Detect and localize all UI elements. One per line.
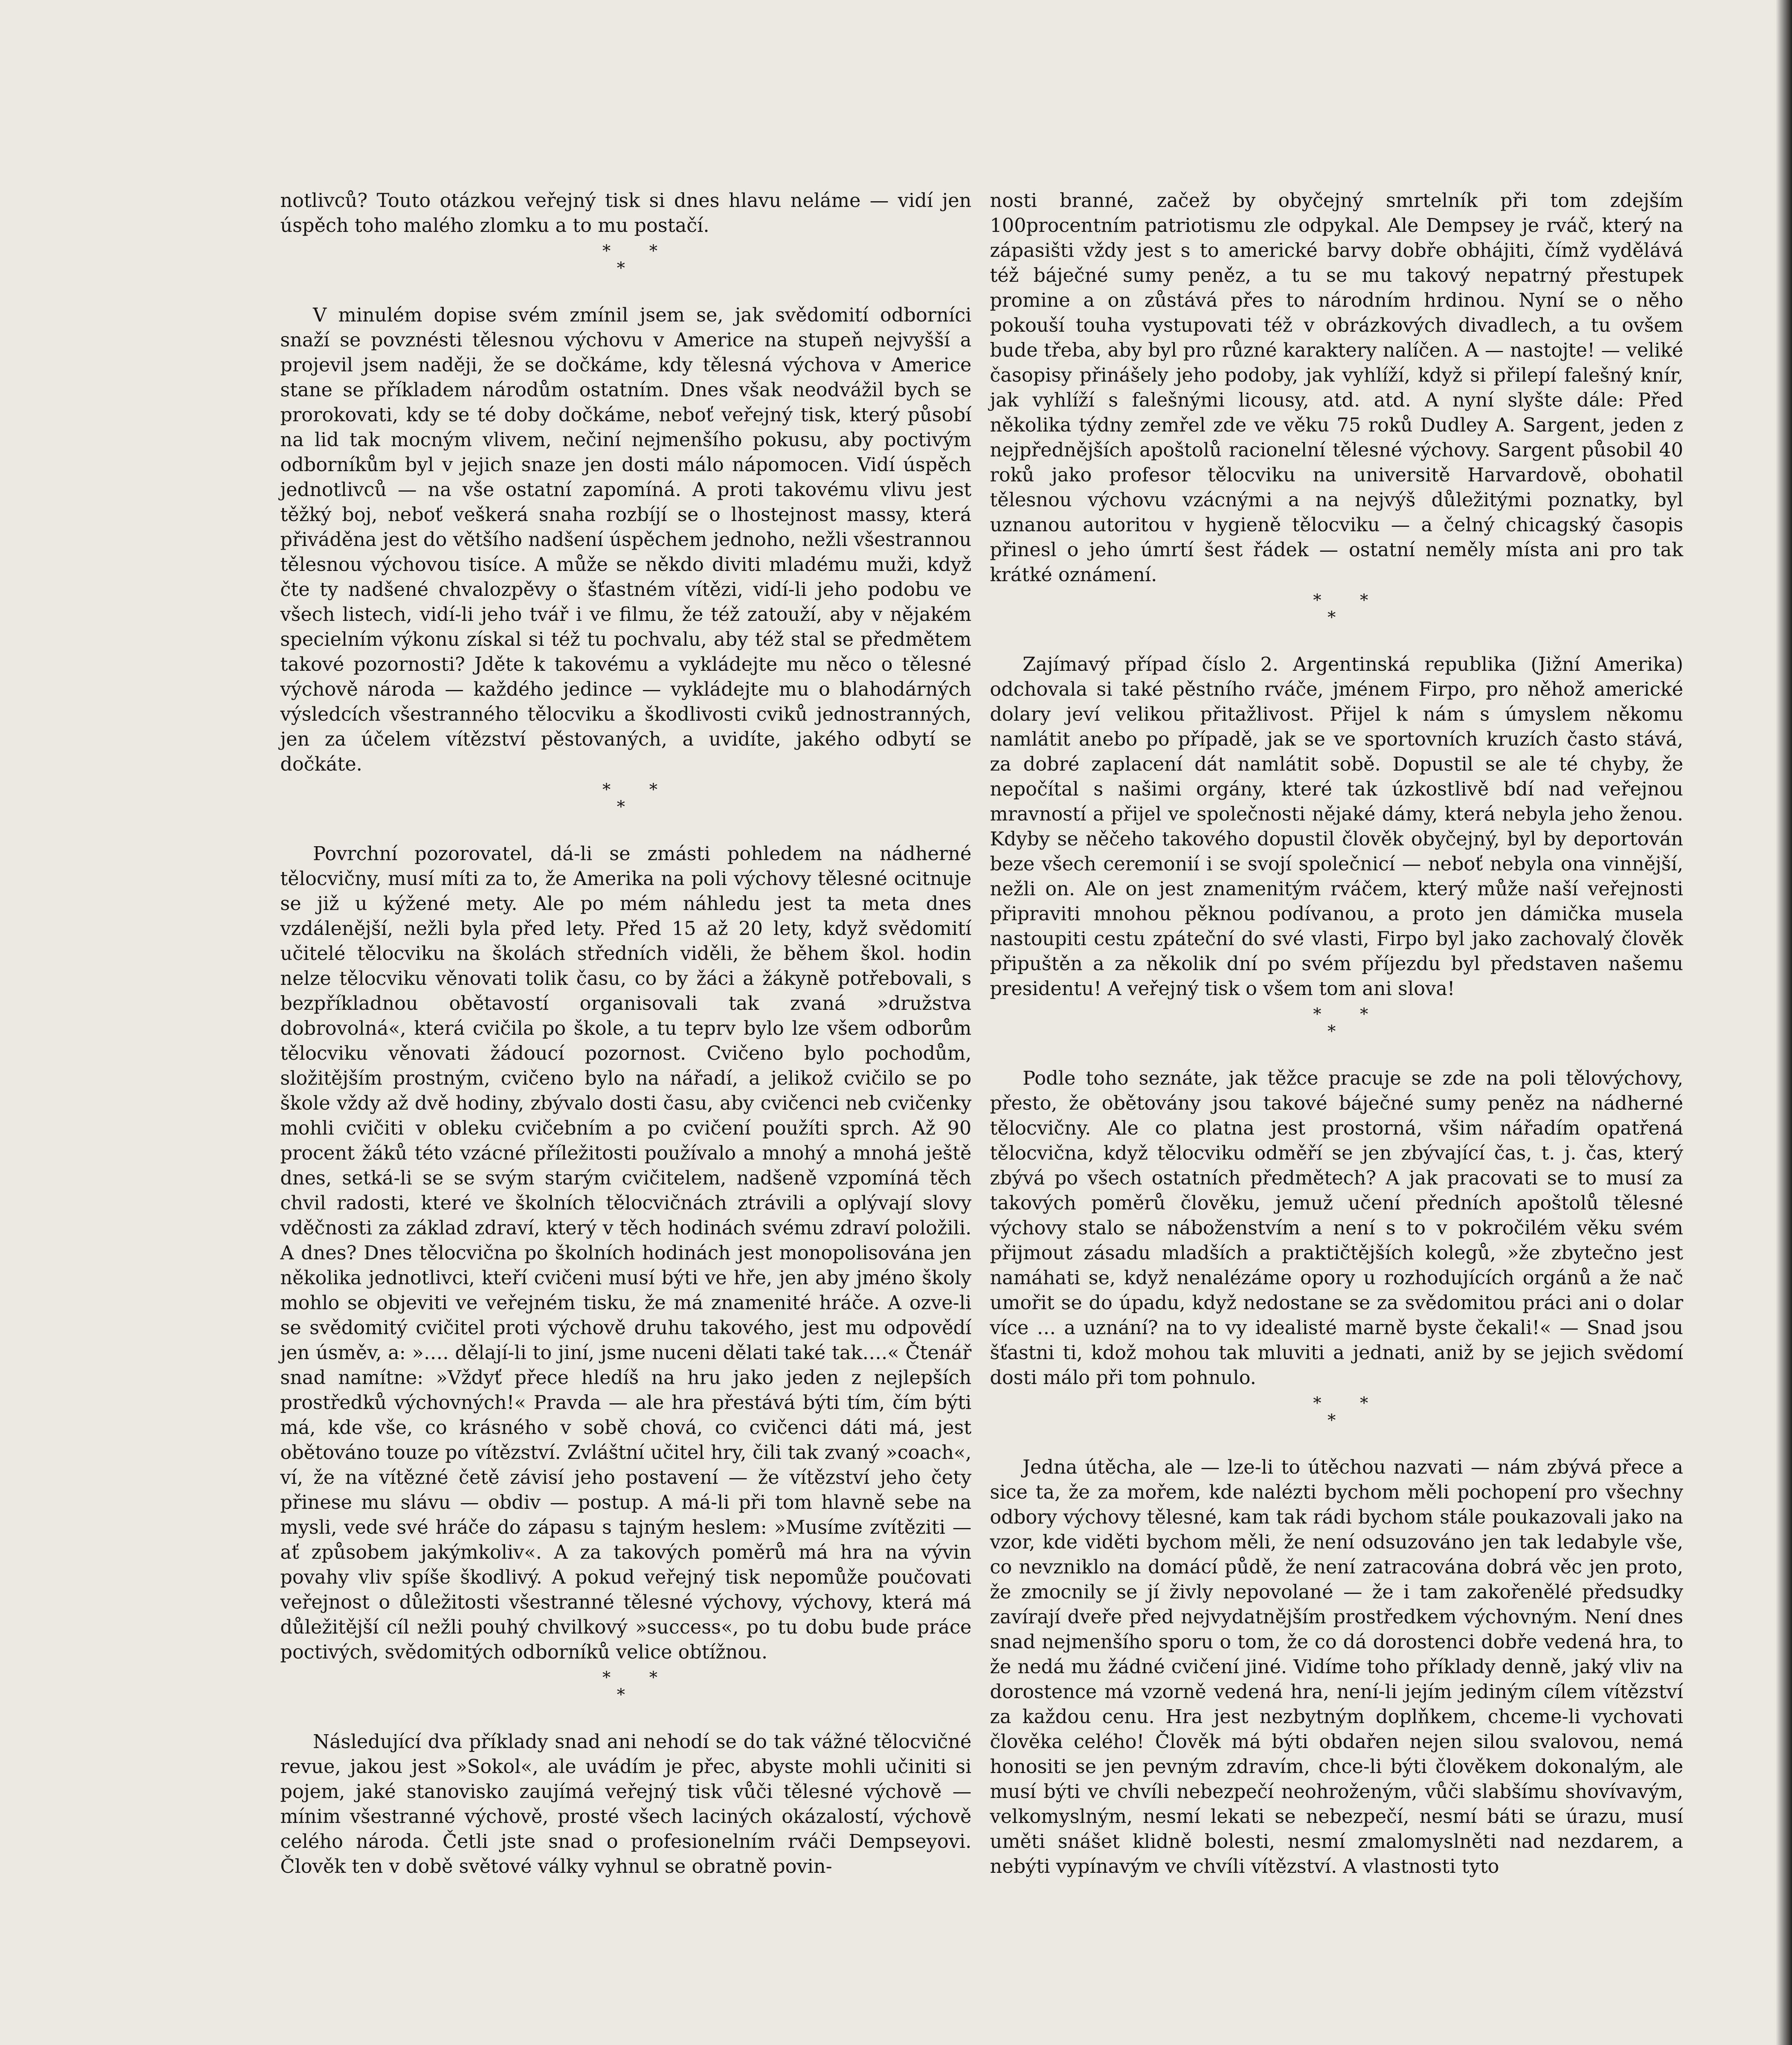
- section-separator: [990, 1394, 1683, 1434]
- section-separator: [280, 1669, 971, 1708]
- section-separator: [990, 591, 1683, 631]
- separator-star: *: [602, 1668, 621, 1687]
- separator-star: *: [1327, 1022, 1346, 1041]
- left-paragraph-4: Následující dva příklady snad ani nehodí se do tak vážné tělocvičné revue, jakou jest »Sokol«, ale uvádím je přec, abyste mohli učiniti si pojem, jaké stanovisko zaujímá veřejný tisk vůči tělesné výchově — mínim všestranné výchově, prosté všech laciných okázalostí, výchově celého národa. Četli jste snad o profesionelním rváči Dempseyovi. Člověk ten v době světové války vyhnul se obratně povin-: [280, 1730, 971, 1877]
- separator-star: *: [649, 1668, 668, 1687]
- separator-star: *: [1360, 1005, 1378, 1024]
- left-paragraph-2: V minulém dopise svém zmínil jsem se, jak svědomití odborníci snaží se povznésti tělesnou výchovu v Americe na stupeň nejvyšší a projevil jsem naději, že se dočkáme, kdy tělesná výchova v Americe stane se příkladem národům ostatním. Dnes však neodvážil bych se prorokovati, kdy se té doby dočkáme, neboť veřejný tisk, který působí na lid tak mocným vlivem, nečiní nejmenšího pokusu, aby poctivým odborníkům byl v jejich snaze jen dosti málo nápomocen. Vidí úspěch jednotlivců — na vše ostatní zapomíná. A proti takovému vlivu jest těžký boj, neboť veškerá snaha rozbíjí se o lhostejnost massy, která přiváděna jest do většího nadšení úspěchem jednoho, nežli všestrannou tělesnou výchovou tisíce. A může se někdo diviti mladému muži, když čte ty nadšené chvalozpěvy o šťastném vítězi, vidí-li jeho podobu ve všech listech, vidí-li jeho tvář i ve filmu, že též zatouží, aby v nějakém specielním výkonu získal si též tu pochvalu, aby též stal se předmětem takové pozornosti? Jděte k takovému a vykládejte mu něco o tělesné výchově národa — každého jedince — vykládejte mu o blahodárných výsledcích všestranného tělocviku a škodlivosti cviků jednostranných, jen za účelem vítězství pěstovaných, a uvidíte, jakého odbytí se dočkáte.: [280, 304, 971, 775]
- separator-star: *: [602, 242, 621, 261]
- right-paragraph-3: Podle toho seznáte, jak těžce pracuje se zde na poli tělovýchovy, přesto, že obětovány jsou takové báječné sumy peněz na nádherné tělocvičny. Ale co platna jest prostorná, všim nářadím opatřená tělocvična, když tělocviku odměří se jen zbývající čas, t. j. čas, který zbývá po všech ostatních předmětech? A jak pracovati se to musí za takových poměrů člověku, jemuž učení předních apoštolů tělesné výchovy stalo se náboženstvím a není s to v pokročilém věku svém přijmout zásadu mladších a praktičtějších kolegů, »že zbytečno jest namáhati se, když nenalézáme opory u rozhodujících orgánů a že nač umořit se do úpadu, když nedostane se za svědomitou práci ani o dolar více … a uznání? na to vy idealisté marně byste čekali!« — Snad jsou šťastni ti, kdož mohou tak mluviti a jednati, aniž by se jejich svědomí dosti málo při tom pohnulo.: [990, 1067, 1683, 1389]
- right-paragraph-4: Jedna útěcha, ale — lze-li to útěchou nazvati — nám zbývá přece a sice ta, že za mořem, kde nalézti bychom měli pochopení pro všechny odbory výchovy tělesné, kam tak rádi bychom stále poukazovali jako na vzor, kde viděti bychom měli, že není odsuzováno jen tak ledabyle vše, co nevzniklo na domácí půdě, že není zatracována dobrá věc jen proto, že zmocnily se jí živly nepovolané — že i tam zakořenělé předsudky zavírají dveře před nejvydatnějším prostředkem výchovným. Není dnes snad nejmenšího sporu o tom, že co dá dorostenci dobře vedená hra, to že nedá mu žádné cvičení jiné. Vidíme toho příklady denně, jaký vliv na dorostence má vzorně vedená hra, není-li jejím jediným cílem vítězství za každou cenu. Hra jest nezbytným doplňkem, chceme-li vychovati člověka celého! Člověk má býti obdařen nejen silou svalovou, nemá honositi se jen pevným zdravím, chce-li býti člověkem dokonalým, ale musí býti ve chvíli nebezpečí neohroženým, vůči slabšímu shovívavým, velkomyslným, nesmí lekati se nebezpečí, nesmí báti se úrazu, musí uměti snášet klidně bolesti, nesmí zmalomyslněti nad nezdarem, a nebýti vypínavým ve chvíli vítězství. A vlastnosti tyto: [990, 1456, 1683, 1877]
- scan-edge-right: [1776, 0, 1792, 2045]
- section-separator: [280, 781, 971, 820]
- left-paragraph-3: Povrchní pozorovatel, dá-li se zmásti pohledem na nádherné tělocvičny, musí míti za to, že Amerika na poli výchovy tělesné ocitnuje se již u kýžené mety. Ale po mém náhledu jest ta meta dnes vzdálenější, nežli byla před lety. Před 15 až 20 lety, když svědomití učitelé tělocviku na školách středních viděli, že během škol. hodin nelze tělocviku věnovati tolik času, co by žáci a žákyně potřebovali, s bezpříkladnou obětavostí organisovali tak zvaná »družstva dobrovolná«, která cvičila po škole, a tu teprv bylo lze všem odborům tělocviku věnovati žádoucí pozornost. Cvičeno bylo pochodům, složitějším prostným, cvičeno bylo na nářadí, a jelikož cvičilo se po škole vždy až dvě hodiny, zbývalo dosti času, aby cvičenci neb cvičenky mohli cvičiti v obleku cvičebním a po cvičení použíti sprch. Až 90 procent žáků této vzácné příležitosti používalo a mnohý a mnohá ještě dnes, setká-li se se svým starým cvičitelem, nadšeně vzpomíná těch chvil radosti, které ve školních tělocvičnách ztrávili a oplývají slovy vděčnosti za základ zdraví, který v těch hodinách svému zdraví položili. A dnes? Dnes tělocvična po školních hodinách jest monopolisována jen několika jednotlivci, kteří cvičeni musí býti ve hře, jen aby jméno školy mohlo se objeviti ve veřejném tisku, že má znamenité hráče. A ozve-li se svědomitý cvičitel proti výchově druhu takového, jest mu odpovědí jen úsměv, a: »…. dělají-li to jiní, jsme nuceni dělati také tak….« Čtenář snad namítne: »Vždyť přece hledíš na hru jako jeden z nejlepších prostředků výchovných!« Pravda — ale hra přestává býti tím, čím býti má, kde vše, co krásného v sobě chová, co cvičenci dáti má, jest obětováno touze po vítězství. Zvláštní učitel hry, čili tak zvaný »coach«, ví, že na vítězné četě závisí jeho postavení — že vítězství jeho čety přinese mu slávu — obdiv — postup. A má-li při tom hlavně sebe na mysli, vede své hráče do zápasu s tajným heslem: »Musíme zvítěziti — ať způsobem jakýmkoliv«. A za takových poměrů má hra na vývin povahy vliv spíše škodlivý. A pokud veřejný tisk nepomůže poučovati veřejnost o důležitosti všestranné tělesné výchovy, výchovy, která má důležitější cíl nežli pouhý chvilkový »success«, po tu dobu bude práce poctivých, svědomitých odborníků velice obtížnou.: [280, 843, 971, 1663]
- section-separator: [280, 242, 971, 281]
- separator-star: *: [1360, 591, 1378, 610]
- right-paragraph-2: Zajímavý případ číslo 2. Argentinská republika (Jižní Amerika) odchovala si také pěstního rváče, jménem Firpo, pro něhož americké dolary jeví velikou přitažlivost. Přijel k nám s úmyslem někomu namlátit anebo po případě, jak se ve sportovních kruzích často stává, za dobré zaplacení dát namlátit sobě. Dopustil se ale té chyby, že nepočítal s našimi orgány, které tak úzkostlivě bdí nad veřejnou mravností a přijel ve společnosti nějaké dámy, která nebyla jeho ženou. Kdyby se něčeho takového dopustil člověk obyčejný, byl by deportován beze všech ceremonií i se svojí společnicí — neboť nebyla ona vinnější, nežli on. Ale on jest znamenitým rváčem, který může naší veřejnosti připraviti mnohou pěknou podívanou, a proto jen dámička musela nastoupiti cestu zpáteční do své vlasti, Firpo byl jako zachovalý člověk připuštěn a za několik dní po svém příjezdu byl představen našemu presidentu! A veřejný tisk o všem tom ani slova!: [990, 653, 1683, 1000]
- separator-star: *: [649, 780, 668, 799]
- right-column: [990, 188, 1683, 1879]
- separator-star: *: [1313, 591, 1331, 610]
- separator-star: *: [1313, 1394, 1331, 1413]
- separator-star: *: [617, 1685, 635, 1704]
- right-paragraph-1: nosti branné, začež by obyčejný smrtelník při tom zdejším 100procentním patriotismu zle odpykal. Ale Dempsey je rváč, který na zápasišti vždy jest s to americké barvy dobře obhájiti, čímž vydělává též báječné sumy peněz, a tu se mu takový nepatrný přestupek promine a on zůstává přes to národním hrdinou. Nyní se o něho pokouší touha vystupovati též v obrázkových divadlech, a tu ovšem bude třeba, aby byl pro různé karaktery nalíčen. A — nastojte! — veliké časopisy přinášely jeho podoby, jak vyhlíží, když si přilepí falešný knír, jak vyhlíží s falešnými licousy, atd. atd. A nyní slyšte dále: Před několika týdny zemřel zde ve věku 75 roků Dudley A. Sargent, jeden z nejpřednějších apoštolů racionelní tělesné výchovy. Sargent působil 40 roků jako profesor tělocviku na universitě Harvardově, obohatil tělesnou výchovu vzácnými a na nejvýš důležitými poznatky, byl uznanou autoritou v hygieně tělocviku — a čelný chicagský časopis přinesl o jeho úmrtí šest řádek — ostatní neměly místa ani pro tak krátké oznámení.: [990, 189, 1683, 586]
- section-separator: [990, 1005, 1683, 1045]
- separator-star: *: [1327, 1411, 1346, 1430]
- separator-star: *: [617, 798, 635, 816]
- separator-star: *: [1313, 1005, 1331, 1024]
- left-column: [280, 188, 971, 1879]
- separator-star: *: [1360, 1394, 1378, 1413]
- separator-star: *: [649, 242, 668, 261]
- separator-star: *: [602, 780, 621, 799]
- separator-star: *: [1327, 608, 1346, 627]
- separator-star: *: [617, 259, 635, 278]
- left-paragraph-1: notlivců? Touto otázkou veřejný tisk si dnes hlavu nelámе — vidí jen úspěch toho malého zlomku a to mu postačí.: [280, 189, 971, 236]
